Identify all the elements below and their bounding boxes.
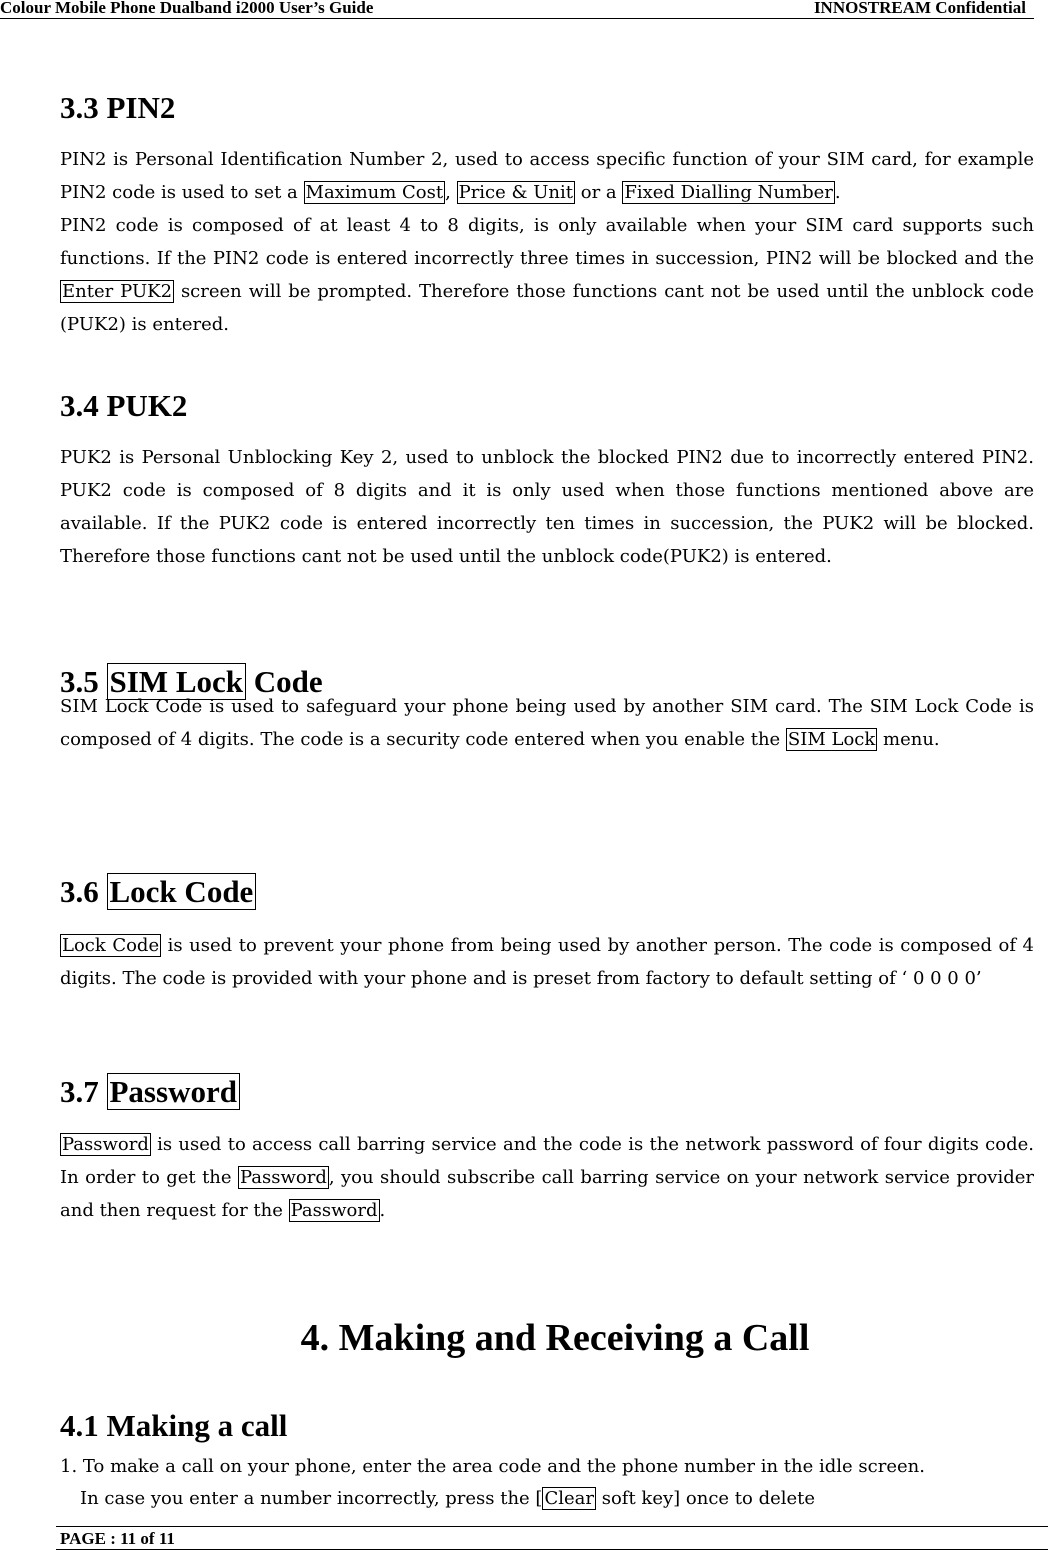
section-4-1-step-1: 1. To make a call on your phone, enter the area code and the phone number in the idle screen. xyxy=(60,1456,925,1477)
section-3-4-paragraph: PUK2 is Personal Unblocking Key 2, used to unblock the blocked PIN2 due to incorrectly entered PIN2. PUK2 code is composed of 8 digits and it is only used when those functions mentioned above are available. If the PUK2 code is entered incorrectly ten times in succession, the PUK2 will be blocked. Therefore those functions cant not be used until the unblock code(PUK2) is entered. xyxy=(60,447,1034,567)
price-unit-term: Price & Unit xyxy=(458,182,574,203)
password-term-2: Password xyxy=(239,1167,327,1188)
section-3-3-paragraph-1: PIN2 is Personal Identification Number 2, used to access specific function of your SIM card, for example PIN2 code is used to set a Maximum Cost , Price & Unit or a Fixed Dialling Number . xyxy=(60,149,1034,203)
clear-soft-key-term: Clear xyxy=(544,1488,594,1509)
chapter-4-heading: 4. Making and Receiving a Call xyxy=(300,1317,810,1359)
section-4-1-heading: 4.1 Making a call xyxy=(60,1408,288,1443)
fixed-dialling-number-term: Fixed Dialling Number xyxy=(624,182,833,203)
header-confidential-label: INNOSTREAM Confidential xyxy=(813,0,1026,17)
lock-code-term: Lock Code xyxy=(62,935,160,956)
enter-puk2-term: Enter PUK2 xyxy=(62,281,173,302)
section-3-6-paragraph: Lock Code is used to prevent your phone from being used by another person. The code is composed of 4 digits. The code is provided with your phone and is preset from factory to default setting of ‘ 0 0 0 0’ xyxy=(60,935,1034,989)
sim-lock-term: SIM Lock xyxy=(787,729,876,750)
lock-code-heading-term: Lock Code xyxy=(107,873,257,910)
section-4-1-step-1-continued: In case you enter a number incorrectly, press the [ Clear soft key] once to delete xyxy=(80,1488,816,1509)
section-3-3-heading: 3.3 PIN2 xyxy=(60,90,176,125)
section-3-7-heading: 3.7 Password xyxy=(60,1074,240,1110)
header-document-title: Colour Mobile Phone Dualband i2000 User’s Guide xyxy=(0,0,374,17)
password-term-1: Password xyxy=(62,1134,149,1155)
section-3-5-heading: 3.5 SIM Lock Code xyxy=(60,664,323,699)
footer-rule-top xyxy=(56,1526,1048,1527)
page-footer xyxy=(0,1526,1048,1550)
section-3-4-heading: 3.4 PUK2 xyxy=(60,388,188,423)
section-3-6-heading: 3.6 Lock Code xyxy=(60,874,256,910)
section-3-3-paragraph-2: PIN2 code is composed of at least 4 to 8 digits, is only available when your SIM card supports such functions. If the PIN2 code is entered incorrectly three times in succession, PIN2 will be blocked and the Enter PUK2 screen will be prompted. Therefore those functions cant not be used until the unblock code (PUK2) is entered. xyxy=(60,215,1034,335)
section-3-5-paragraph: SIM Lock Code is used to safeguard your phone being used by another SIM card. The SIM Lock Code is composed of 4 digits. The code is a security code entered when you enable the SIM Lock menu. xyxy=(60,696,1034,750)
maximum-cost-term: Maximum Cost xyxy=(305,182,444,203)
password-heading-term: Password xyxy=(107,1073,240,1110)
page-number: PAGE : 11 of 11 xyxy=(60,1529,175,1548)
sim-lock-heading-term: SIM Lock xyxy=(107,663,247,700)
password-term-3: Password xyxy=(290,1200,378,1221)
section-3-7-paragraph: Password is used to access call barring service and the code is the network password of four digits code. In order to get the Password , you should subscribe call barring service on your network service provider and then request for the Password . xyxy=(60,1134,1034,1221)
footer-rule-bottom xyxy=(56,1549,1048,1550)
page-header xyxy=(0,0,1034,19)
